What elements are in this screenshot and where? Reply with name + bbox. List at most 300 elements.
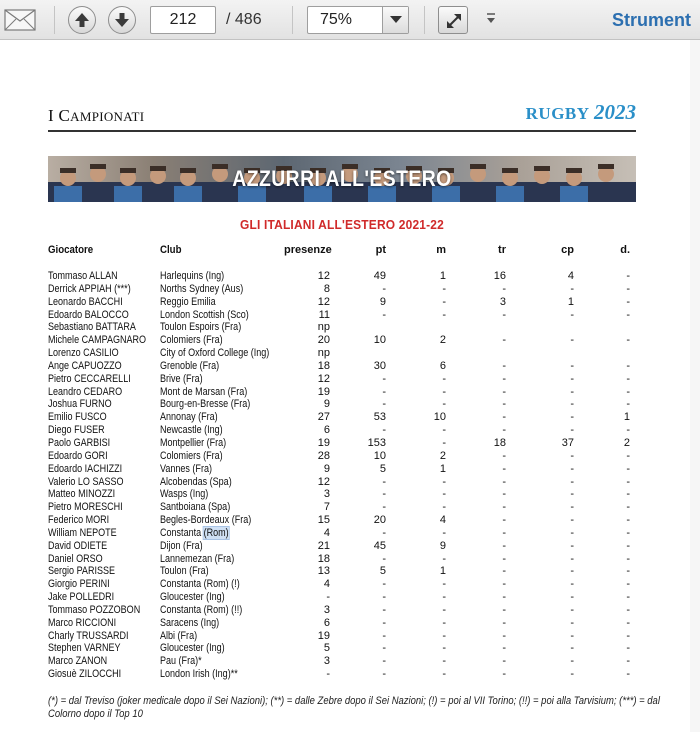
tries-cell: 1 [439,565,446,578]
tries-cell: - [442,501,446,514]
points-cell: - [382,591,386,604]
drops-cell: - [626,334,630,347]
header-rule [48,130,636,132]
drops-cell: - [626,270,630,282]
page-total: / 486 [226,11,262,28]
column-header: pt [375,244,386,256]
table-row [48,591,636,604]
appearances-cell: 3 [323,655,330,668]
club-name-cell: Begles-Bordeaux (Fra) [160,514,252,527]
appearances-cell: 12 [317,270,330,282]
section-header [48,106,144,126]
conversions-cell: - [502,514,506,527]
table-row [48,514,636,527]
points-cell: - [382,629,386,642]
points-cell: - [382,642,386,655]
club-name-cell: Constanta (Rom) (!) [160,578,240,591]
table-row [48,347,636,360]
club-name-cell: Toulon Espoirs (Fra) [160,321,242,334]
club-name-cell: Norths Sydney (Aus) [160,282,244,295]
player-name-cell: Sebastiano BATTARA [48,321,136,334]
player-name-cell: Derrick APPIAH (***) [48,282,131,295]
table-row [48,617,636,630]
table-row [48,437,636,450]
drops-cell: - [626,308,630,321]
tries-cell: - [442,475,446,488]
expand-icon [444,11,464,31]
appearances-cell: 4 [323,526,330,539]
player-name-cell: Ange CAPUOZZO [48,359,122,372]
tries-cell: - [442,668,446,681]
table-row [48,321,636,334]
penalties-cell: - [570,655,574,668]
appearances-cell: 7 [323,501,330,514]
penalties-cell: - [570,514,574,527]
points-cell: 20 [373,514,386,527]
appearances-cell: 28 [317,449,330,462]
tries-cell: 4 [439,514,446,527]
points-cell: 5 [379,565,386,578]
points-cell: - [382,552,386,565]
conversions-cell: - [502,334,506,347]
tries-cell: - [442,488,446,501]
club-name-cell: Toulon (Fra) [160,565,209,578]
points-cell: 30 [373,359,386,372]
player-name-cell: David ODIETE [48,539,108,552]
banner-photo [48,156,636,202]
points-cell: - [382,308,386,321]
penalties-cell: - [570,462,574,475]
penalties-cell: - [570,539,574,552]
player-name-cell: Marco ZANON [48,655,108,668]
conversions-cell: 3 [499,295,506,308]
publication-title [526,100,636,125]
appearances-cell: - [326,591,330,604]
penalties-cell: - [570,591,574,604]
penalties-cell: - [570,385,574,398]
club-name-cell: Bourg-en-Bresse (Fra) [160,398,251,411]
drops-cell: - [626,475,630,488]
table-row [48,309,636,322]
section-header-first: I [48,106,59,125]
drops-cell: - [626,385,630,398]
tries-cell: 1 [439,270,446,282]
drops-cell: - [626,603,630,616]
penalties-cell: - [570,642,574,655]
conversions-cell: - [502,411,506,424]
tries-cell: - [442,308,446,321]
points-cell: - [382,526,386,539]
club-name-cell: City of Oxford College (Ing) [160,347,270,360]
penalties-cell: - [570,372,574,385]
player-name-cell: Valerio LO SASSO [48,475,124,488]
conversions-cell: - [502,308,506,321]
drops-cell: - [626,488,630,501]
conversions-cell: - [502,475,506,488]
club-name-cell: Saracens (Ing) [160,616,220,629]
table-header-row [48,242,636,260]
player-name-cell: Giosuè ZILOCCHI [48,668,122,681]
club-name-cell: Dijon (Fra) [160,539,203,552]
table-row [48,283,636,296]
appearances-cell: 19 [317,629,330,642]
table-row [48,540,636,553]
points-cell: - [382,398,386,411]
stats-table [48,242,636,681]
player-name-cell: Michele CAMPAGNARO [48,334,147,347]
appearances-cell: 19 [317,385,330,398]
appearances-cell: 12 [317,295,330,308]
player-name-cell: Diego FUSER [48,424,105,437]
table-row [48,476,636,489]
section-header-rest: AMPIONATI [70,109,145,124]
club-name-cell: Grenoble (Fra) [160,359,220,372]
appearances-cell: 3 [323,603,330,616]
drops-cell: - [626,565,630,578]
drops-cell: - [626,462,630,475]
player-name-cell: Leandro CEDARO [48,385,123,398]
next-page-button[interactable] [108,6,136,34]
points-cell: 5 [379,462,386,475]
conversions-cell: 18 [493,436,506,449]
penalties-cell: - [570,629,574,642]
tries-cell: - [442,591,446,604]
penalties-cell: - [570,398,574,411]
zoom-select[interactable] [307,6,409,34]
zoom-dropdown-button[interactable] [382,7,408,33]
table-row [48,565,636,578]
club-name-cell: London Irish (Ing)** [160,668,238,681]
penalties-cell: - [570,578,574,591]
table-row [48,630,636,643]
tries-cell: - [442,629,446,642]
tries-cell: - [442,552,446,565]
player-name-cell: Joshua FURNO [48,398,112,411]
conversions-cell: - [502,372,506,385]
penalties-cell: - [570,449,574,462]
points-cell: - [382,475,386,488]
club-name-cell: Wasps (Ing) [160,488,209,501]
appearances-cell: 18 [317,552,330,565]
drops-cell: - [626,359,630,372]
drops-cell: - [626,282,630,295]
publication-title-year: 2023 [594,100,636,124]
conversions-cell: - [502,424,506,437]
player-name-cell: William NEPOTE [48,526,117,539]
drops-cell: - [626,501,630,514]
drops-cell: - [626,552,630,565]
points-cell: 10 [373,449,386,462]
points-cell: 45 [373,539,386,552]
penalties-cell: - [570,616,574,629]
player-name-cell: Matteo MINOZZI [48,488,116,501]
player-name-cell: Sergio PARISSE [48,565,116,578]
appearances-cell: 3 [323,488,330,501]
table-row [48,578,636,591]
player-name-cell: Daniel ORSO [48,552,103,565]
tries-cell: - [442,436,446,449]
table-row [48,270,636,283]
penalties-cell: - [570,475,574,488]
tries-cell: - [442,372,446,385]
table-row [48,296,636,309]
club-name-cell: Brive (Fra) [160,372,203,385]
tools-menu[interactable]: Strument [612,10,692,30]
club-name-cell: Pau (Fra)* [160,655,202,668]
column-header: Club [160,244,182,256]
player-name-cell: Edoardo BALOCCO [48,308,129,321]
drops-cell: - [626,578,630,591]
drops-cell: - [626,668,630,681]
appearances-cell: 12 [317,475,330,488]
appearances-cell: 8 [323,282,330,295]
column-header: d. [620,244,630,256]
chevron-down-icon [390,16,402,24]
player-name-cell: Marco RICCIONI [48,616,117,629]
conversions-cell: - [502,501,506,514]
player-name-cell: Pietro MORESCHI [48,501,123,514]
footnote-line: (*) = dal Treviso (joker medicale dopo il Sei Nazioni); (**) = dalle Zebre dopo il Sei Nazioni; (!) = poi al VII Torino; (!!) = poi alla Tarvisium; (***) = dal [48,695,660,707]
drops-cell: 2 [623,436,630,449]
club-name-cell: Santboiana (Spa) [160,501,231,514]
player-name-cell: Tommaso POZZOBON [48,603,141,616]
player-name-cell: Charly TRUSSARDI [48,629,129,642]
conversions-cell: - [502,668,506,681]
arrow-up-icon [74,12,90,28]
tries-cell: 2 [439,334,446,347]
penalties-cell: - [570,501,574,514]
banner-title: AZZURRI ALL'ESTERO [232,166,452,191]
appearances-cell: 6 [323,424,330,437]
table-row [48,604,636,617]
club-name-cell: Colomiers (Fra) [160,334,223,347]
publication-title-word: RUGBY [525,104,590,123]
drops-cell: - [626,398,630,411]
club-name-cell: Constanta (Rom) [160,526,229,539]
club-name-cell: Colomiers (Fra) [160,449,223,462]
drops-cell: - [626,642,630,655]
table-subtitle: GLI ITALIANI ALL'ESTERO 2021-22 [240,217,444,232]
club-name-cell: Harlequins (Ing) [160,270,225,282]
tries-cell: 6 [439,359,446,372]
conversions-cell: - [502,539,506,552]
table-row [48,334,636,347]
club-name-cell: Constanta (Rom) (!!) [160,603,243,616]
tries-cell: - [442,398,446,411]
drops-cell: - [626,591,630,604]
club-name-cell: Mont de Marsan (Fra) [160,385,248,398]
penalties-cell: - [570,334,574,347]
player-name-cell: Jake POLLEDRI [48,591,115,604]
points-cell: - [382,385,386,398]
conversions-cell: - [502,385,506,398]
tries-cell: - [442,642,446,655]
points-cell: 49 [373,270,386,282]
player-name-cell: Lorenzo CASILIO [48,347,119,360]
penalties-cell: - [570,488,574,501]
appearances-cell: 19 [317,436,330,449]
tries-cell: - [442,295,446,308]
appearances-cell: 21 [317,539,330,552]
player-name-cell: Emilio FUSCO [48,411,107,424]
points-cell: - [382,668,386,681]
club-name-cell: Vannes (Fra) [160,462,212,475]
table-row [48,398,636,411]
table-row [48,553,636,566]
appearances-cell: 4 [323,578,330,591]
penalties-cell: 1 [567,295,574,308]
club-name-cell: Albi (Fra) [160,629,198,642]
conversions-cell: - [502,449,506,462]
club-name-cell: Montpellier (Fra) [160,436,227,449]
drops-cell: - [626,616,630,629]
club-name-cell: Newcastle (Ing) [160,424,223,437]
club-name-cell: Gloucester (Ing) [160,591,225,604]
drops-cell: - [626,655,630,668]
conversions-cell: - [502,655,506,668]
conversions-cell: - [502,526,506,539]
appearances-cell: 12 [317,372,330,385]
conversions-cell: - [502,488,506,501]
tries-cell: - [442,616,446,629]
club-name-cell: London Scottish (Sco) [160,308,249,321]
table-row [48,450,636,463]
appearances-cell: 11 [318,308,330,321]
conversions-cell: - [502,603,506,616]
player-name-cell: Edoardo IACHIZZI [48,462,123,475]
conversions-cell: - [502,629,506,642]
player-name-cell: Federico MORI [48,514,110,527]
toolbar-divider [54,6,55,34]
table-row [48,386,636,399]
tries-cell: 10 [433,411,446,424]
appearances-cell: 6 [323,616,330,629]
drops-cell: 1 [623,411,630,424]
player-name-cell: Edoardo GORI [48,449,108,462]
drops-cell: - [626,372,630,385]
table-row [48,463,636,476]
fit-page-button[interactable] [438,6,468,34]
player-name-cell: Pietro CECCARELLI [48,372,131,385]
club-name-cell: Reggio Emilia [160,295,216,308]
player-name-cell: Paolo GARBISI [48,436,111,449]
tries-cell: - [442,526,446,539]
drops-cell: - [626,295,630,308]
tries-cell: - [442,385,446,398]
player-name-cell: Tommaso ALLAN [48,270,118,282]
points-cell: 153 [367,436,386,449]
tries-cell: 9 [439,539,446,552]
more-icon[interactable] [485,12,497,26]
pdf-toolbar [0,0,700,40]
club-name-cell: Annonay (Fra) [160,411,218,424]
penalties-cell: - [570,603,574,616]
penalties-cell: - [570,424,574,437]
penalties-cell: 37 [561,436,574,449]
player-name-cell: Giorgio PERINI [48,578,110,591]
column-header: cp [561,244,574,256]
penalties-cell: - [570,552,574,565]
table-row [48,411,636,424]
conversions-cell: - [502,398,506,411]
conversions-cell: - [502,565,506,578]
text-selection[interactable]: (Rom) [203,526,229,539]
points-cell: - [382,488,386,501]
club-name-cell: Alcobendas (Spa) [160,475,232,488]
conversions-cell: 16 [493,270,506,282]
table-row [48,655,636,668]
table-row [48,488,636,501]
points-cell: - [382,372,386,385]
column-header: m [436,244,446,256]
club-name-cell: Gloucester (Ing) [160,642,225,655]
points-cell: - [382,616,386,629]
table-row [48,360,636,373]
appearances-cell: 9 [323,398,330,411]
column-header: Giocatore [48,244,94,256]
points-cell: - [382,282,386,295]
points-cell: 9 [379,295,386,308]
penalties-cell: - [570,411,574,424]
conversions-cell: - [502,282,506,295]
appearances-cell: 5 [323,642,330,655]
tries-cell: 1 [439,462,446,475]
toolbar-divider [292,6,293,34]
table-body [48,270,636,681]
points-cell: - [382,603,386,616]
appearances-cell: 18 [317,359,330,372]
arrow-down-icon [114,12,130,28]
penalties-cell: - [570,668,574,681]
table-row [48,424,636,437]
toolbar-divider [424,6,425,34]
page-number-input[interactable]: 212 [150,6,216,34]
points-cell: - [382,578,386,591]
conversions-cell: - [502,642,506,655]
conversions-cell: - [502,462,506,475]
penalties-cell: - [570,565,574,578]
points-cell: - [382,655,386,668]
points-cell: 53 [373,411,386,424]
drops-cell: - [626,449,630,462]
tries-cell: - [442,424,446,437]
conversions-cell: - [502,578,506,591]
points-cell: 10 [373,334,386,347]
previous-page-button[interactable] [68,6,96,34]
appearances-cell: 15 [317,514,330,527]
footnote-line: Colorno dopo il Top 10 [48,708,143,720]
table-row [48,527,636,540]
mail-icon[interactable] [4,9,36,31]
appearances-cell: - [326,668,330,681]
column-header: tr [498,244,506,256]
drops-cell: - [626,629,630,642]
points-cell: - [382,424,386,437]
table-row [48,668,636,681]
footnote [48,695,660,721]
conversions-cell: - [502,552,506,565]
scrollbar[interactable] [690,40,700,732]
drops-cell: - [626,424,630,437]
appearances-cell: np [317,321,330,334]
penalties-cell: - [570,282,574,295]
drops-cell: - [626,514,630,527]
tries-cell: - [442,282,446,295]
column-header: presenze [284,244,332,256]
table-row [48,501,636,514]
section-header-cap: C [58,106,71,125]
penalties-cell: - [570,526,574,539]
